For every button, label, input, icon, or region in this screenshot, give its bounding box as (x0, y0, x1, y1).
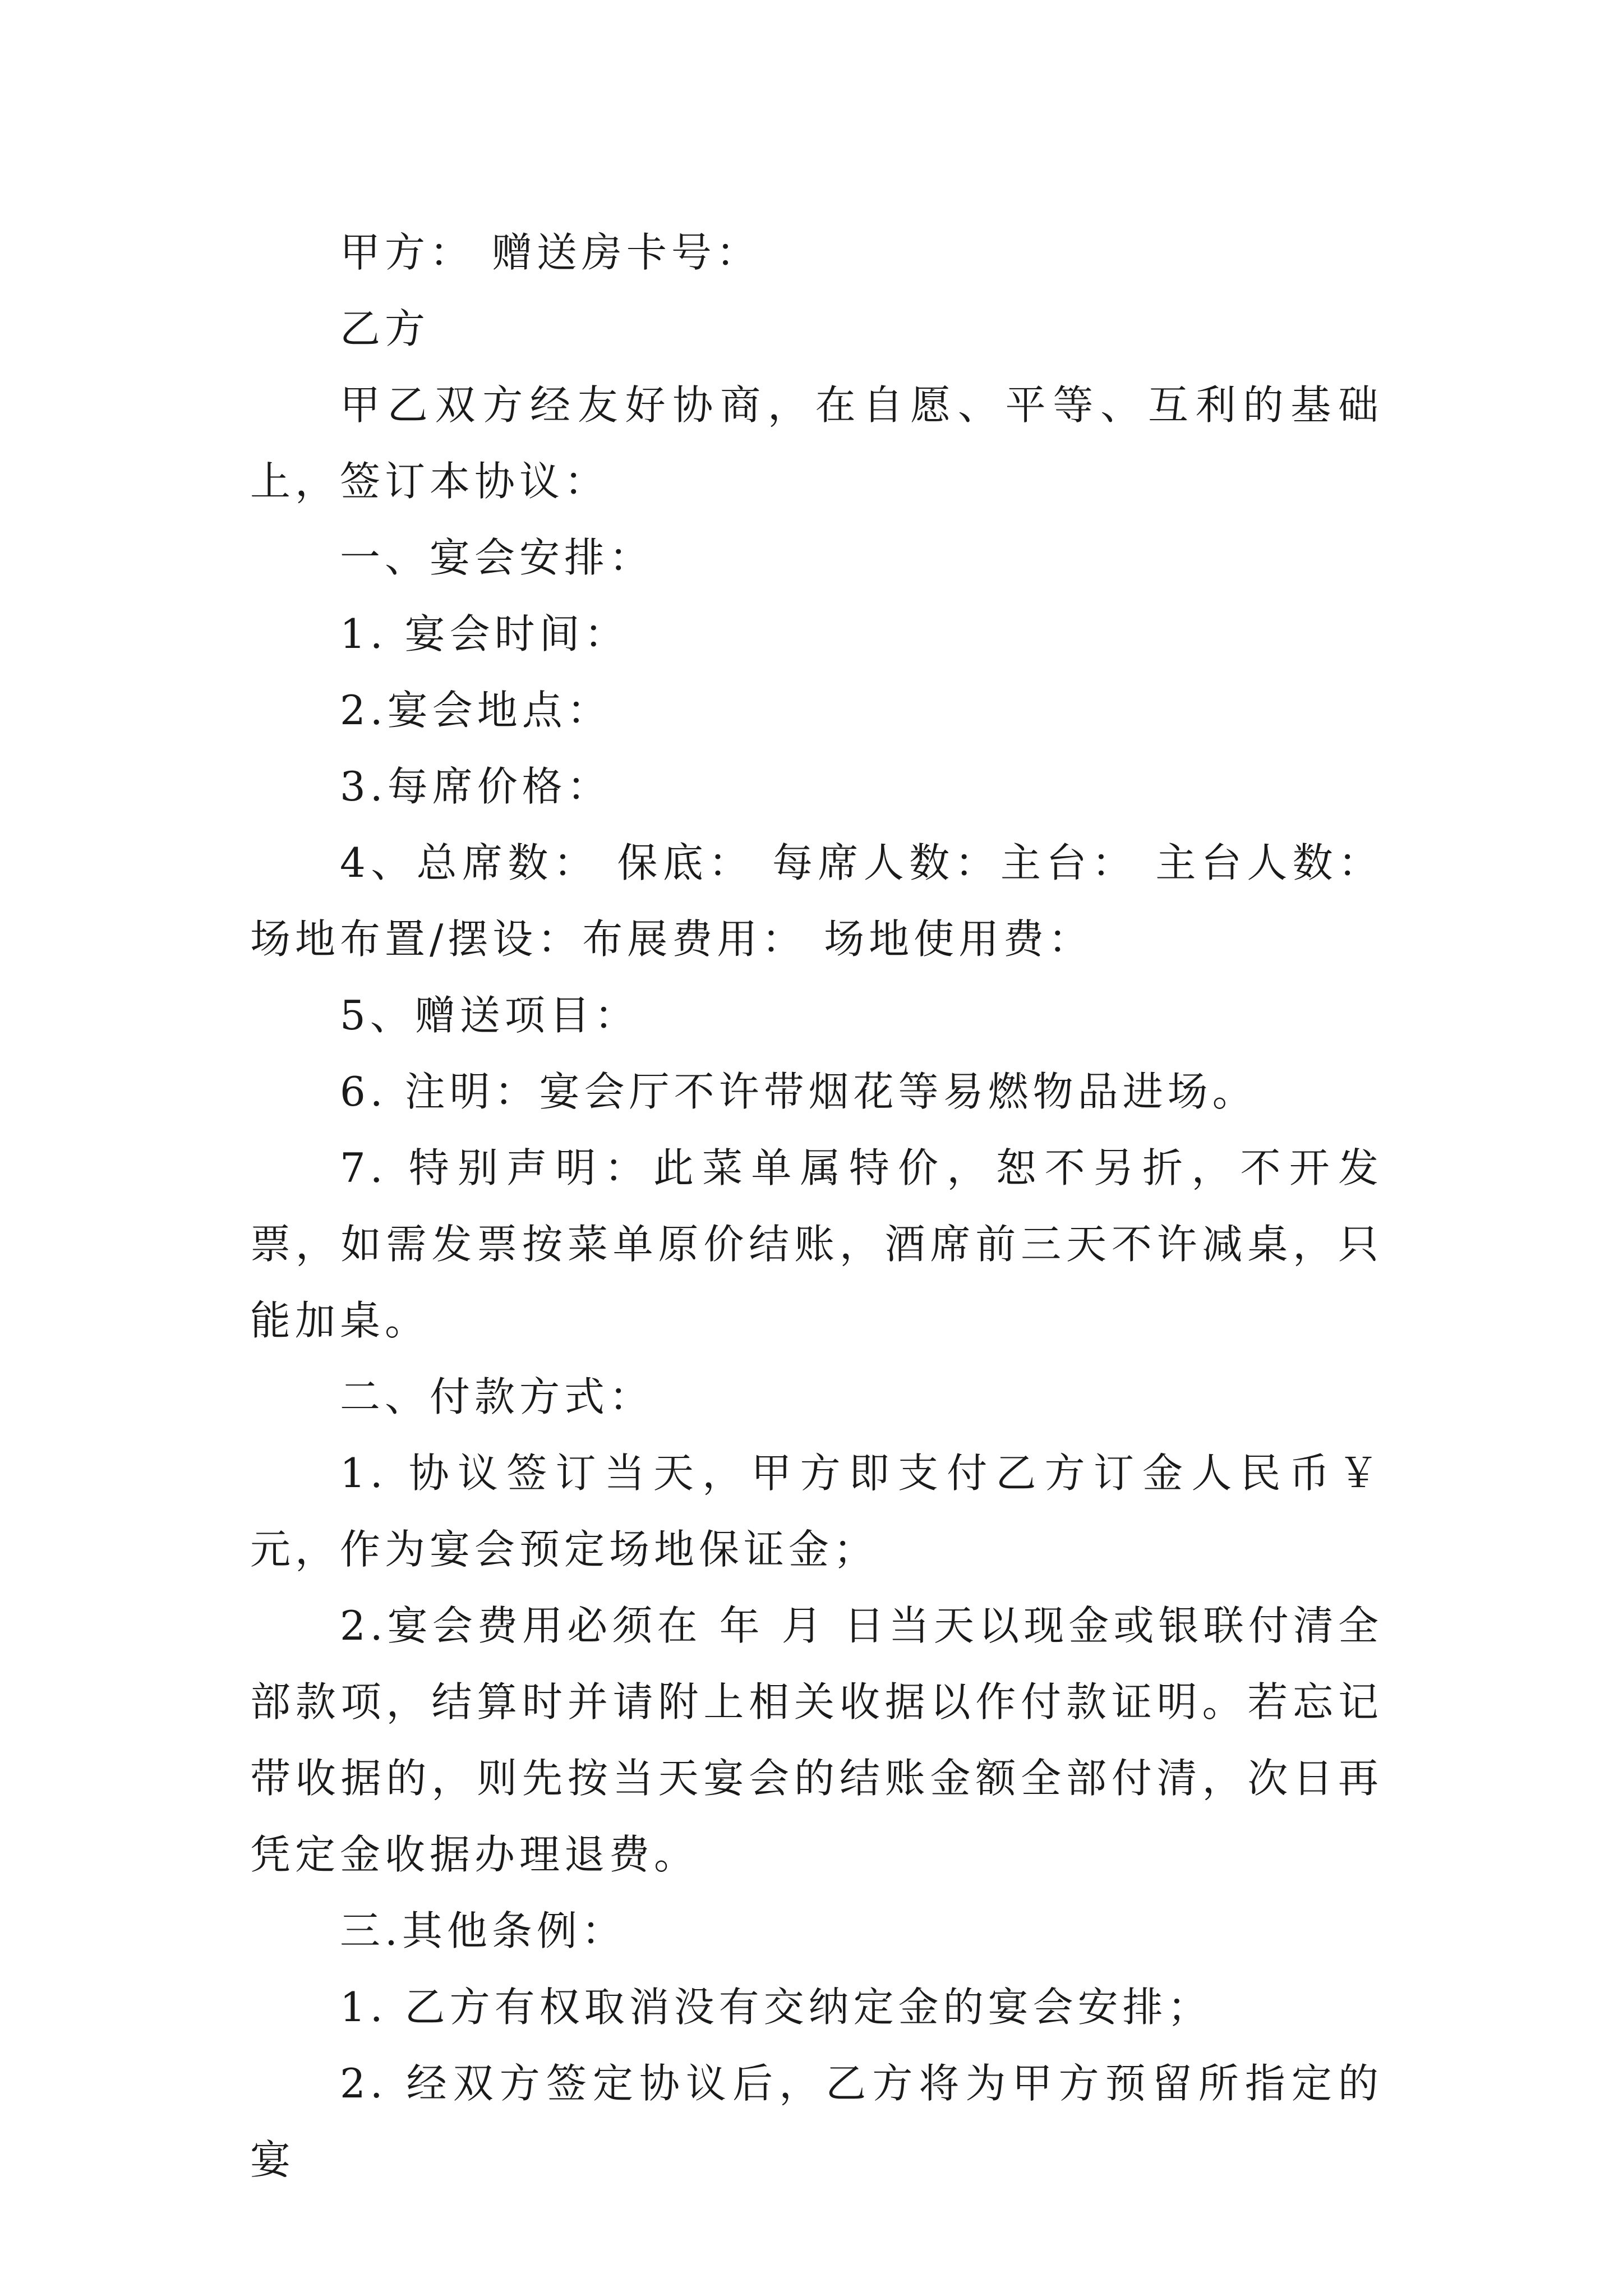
agreement-intro: 甲乙双方经友好协商，在自愿、平等、互利的基础上，签订本协议： (250, 381, 1383, 505)
banquet-location: 2.宴会地点： (340, 687, 612, 734)
banquet-time: 1. 宴会时间： (340, 610, 629, 657)
section-heading-other: 三.其他条例： (340, 1907, 626, 1954)
complimentary-items: 5、赠送项目： (340, 992, 639, 1039)
table-count-details: 4、总席数： 保底： 每席人数：主台： 主台人数：场地布置/摆设：布展费用： 场地使用费： (250, 839, 1383, 963)
party-b-line: 乙方 (340, 305, 430, 352)
table-price: 3.每席价格： (340, 763, 612, 810)
settlement-clause: 2.宴会费用必须在 年 月 日当天以现金或银联付清全部款项，结算时并请附上相关收据以作付款证明。若忘记带收据的，则先按当天宴会的结账金额全部付清，次日再凭定金收据办理退费。 (250, 1602, 1383, 1878)
party-a-line: 甲方： 赠送房卡号： (340, 229, 761, 276)
section-heading-payment: 二、付款方式： (340, 1373, 654, 1420)
reservation-clause: 2. 经双方签定协议后，乙方将为甲方预留所指定的宴 (250, 2060, 1383, 2183)
deposit-clause: 1. 协议签订当天，甲方即支付乙方订金人民币￥ 元，作为宴会预定场地保证金； (250, 1450, 1383, 1573)
section-heading-banquet: 一、宴会安排： (340, 534, 654, 581)
document-body (250, 214, 1383, 2198)
special-statement: 7. 特别声明：此菜单属特价，恕不另折，不开发票，如需发票按菜单原价结账，酒席前三天不许减桌，只能加桌。 (250, 1144, 1383, 1344)
cancellation-clause: 1. 乙方有权取消没有交纳定金的宴会安排； (340, 1984, 1212, 2031)
fireworks-note: 6. 注明：宴会厅不许带烟花等易燃物品进场。 (340, 1068, 1257, 1115)
